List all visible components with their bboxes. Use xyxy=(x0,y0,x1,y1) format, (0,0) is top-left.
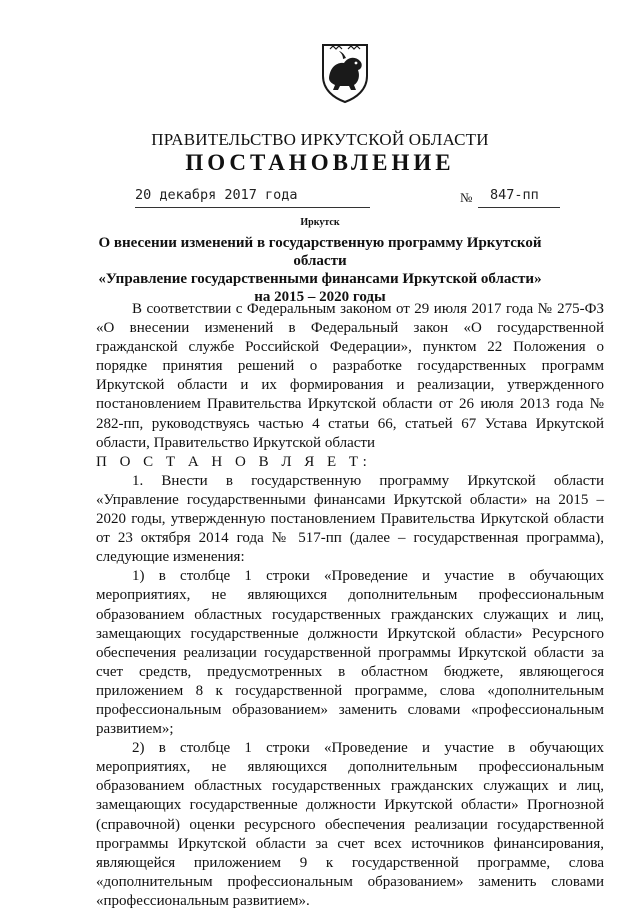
government-name: ПРАВИТЕЛЬСТВО ИРКУТСКОЙ ОБЛАСТИ xyxy=(151,130,489,149)
decree-date: 20 декабря 2017 года xyxy=(135,187,298,203)
document-type: ПОСТАНОВЛЕНИЕ xyxy=(185,150,455,175)
number-underline xyxy=(478,207,560,208)
preamble-paragraph: В соответствии с Федеральным законом от 29 июля 2017 года № 275-ФЗ «О внесении изменений в Федеральный закон «О государственной гражданской службе Российской Федерации», пунктом 22 Положения о порядке принятия решений о разработке государственных программ Иркутской области и их формирования и реализации, утвержденного постановлением Правительства Иркутской области от 26 июля 2013 года № 282-пп, руководствуясь частью 4 статьи 66, статьей 67 Устава Иркутской области, Правительство Иркутской области xyxy=(96,301,604,451)
city-name: Иркутск xyxy=(300,217,340,228)
subitem-2-paragraph: 2) в столбце 1 строки «Проведение и участие в обучающих мероприятиях, не являющихся дополнительным профессиональным образованием областных государственных гражданских служащих и лиц, замещающих государственные должности Иркутской области» Прогнозной (справочной) оценки ресурсного обеспечения реализации государственной программы Иркутской области за счет всех источников финансирования, являющейся приложением 9 к государственной программе, слова «дополнительным профессиональным образованием» заменить словами «профессиональным развитием». xyxy=(96,740,604,909)
title-line-1: О внесении изменений в государственную программу Иркутской области xyxy=(98,235,542,269)
subitem-1-paragraph: 1) в столбце 1 строки «Проведение и участие в обучающих мероприятиях, не являющихся дополнительным профессиональным образованием областных государственных гражданских служащих и лиц, замещающих государственные должности Иркутской области» Ресурсного обеспечения реализации государственной программы Иркутской области за счет средств, предусмотренных в областном бюджете, являющегося приложением 8 к государственной программе, слова «дополнительным профессиональным образованием» заменить словами «профессиональным развитием»; xyxy=(96,568,604,738)
title-line-2: «Управление государственными финансами Иркутской области» xyxy=(98,271,542,287)
item-1-paragraph: 1. Внести в государственную программу Иркутской области «Управление государственными финансами Иркутской области» на 2015 – 2020 годы, утвержденную постановлением Правительства Иркутской области от 23 октября 2014 года № 517-пп (далее – государственная программа), следующие изменения: xyxy=(96,472,604,566)
irkutsk-coat-of-arms-icon xyxy=(320,42,370,104)
number-sign: № xyxy=(460,190,473,205)
date-underline xyxy=(135,207,370,208)
decree-number: 847-пп xyxy=(490,187,539,203)
document-body xyxy=(96,300,604,911)
document-title xyxy=(90,234,550,306)
title-line-3: на 2015 – 2020 годы xyxy=(254,289,386,305)
resolves-heading: П О С Т А Н О В Л Я Е Т: xyxy=(96,453,372,470)
